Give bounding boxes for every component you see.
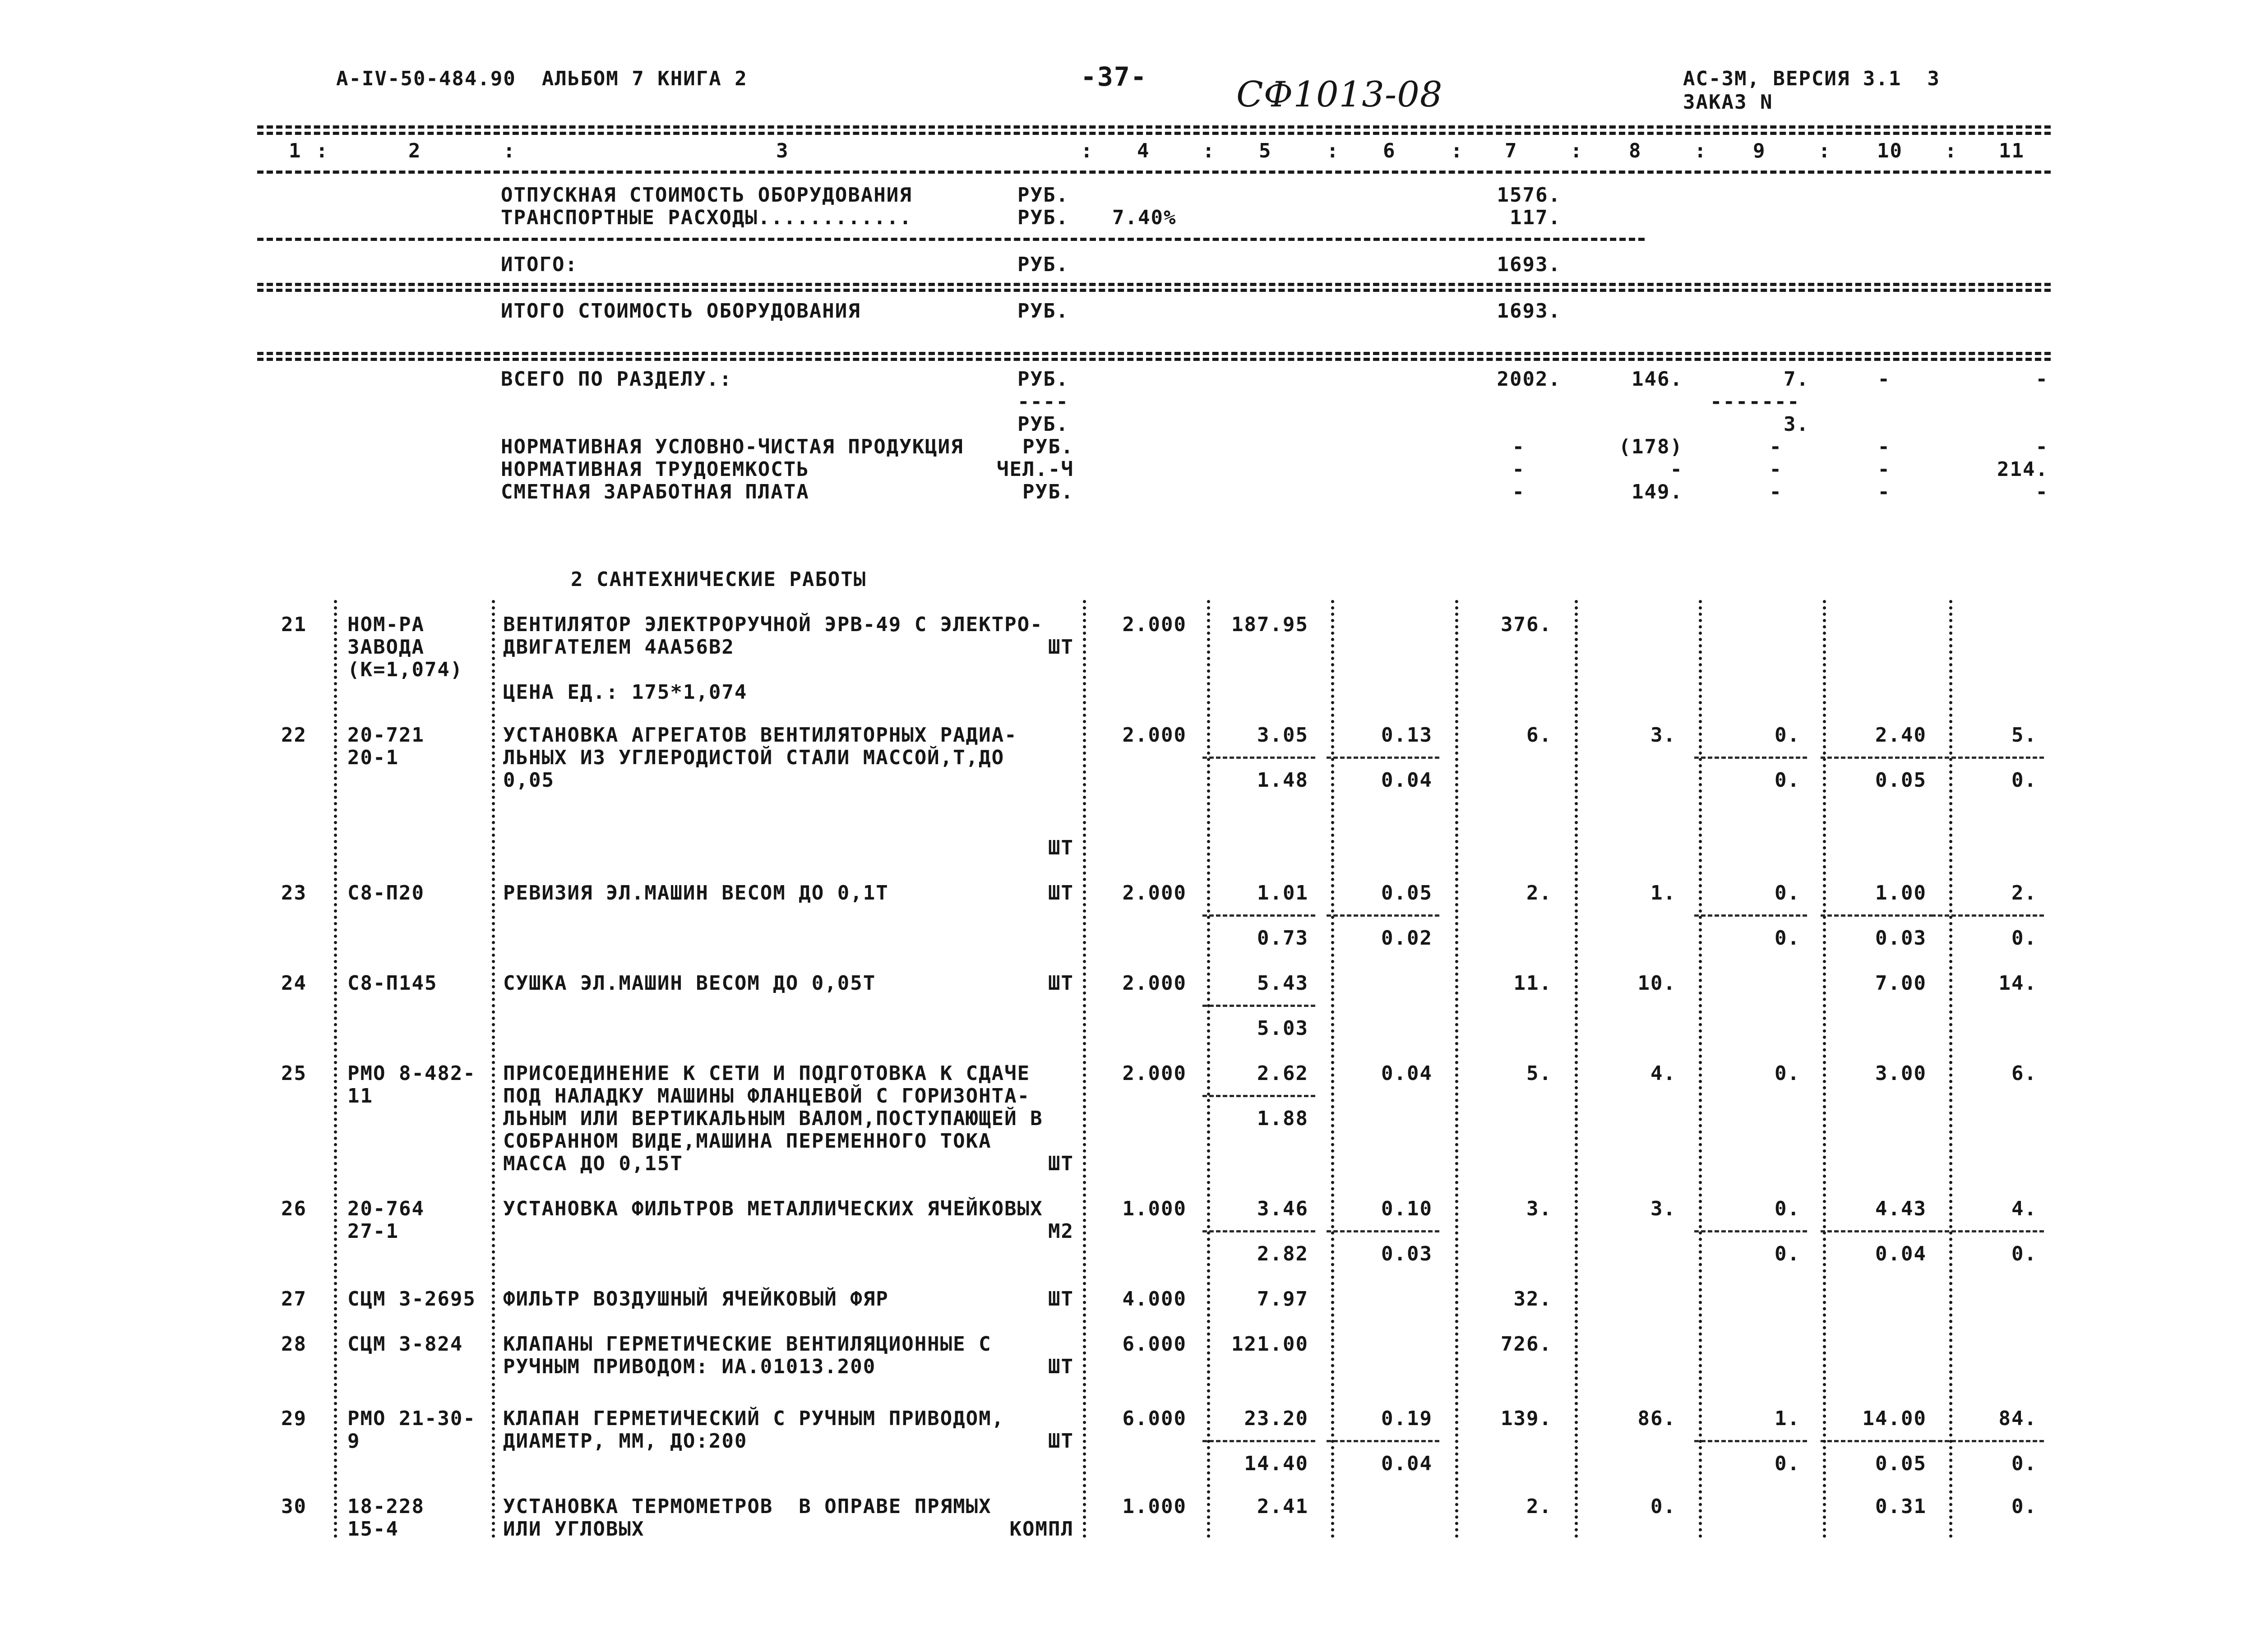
row-description: СУШКА ЭЛ.МАШИН ВЕСОМ ДО 0,05Т — [503, 972, 876, 995]
transport-unit: РУБ. — [1017, 206, 1069, 229]
row-col-8: 3. — [1650, 724, 1676, 747]
row-unit: ШТ — [1048, 1355, 1074, 1378]
column-header-5: 5 — [1259, 139, 1272, 162]
row-col-5: 23.20 — [1244, 1407, 1308, 1430]
row-sub-col-6: 0.04 — [1381, 769, 1433, 792]
equipment-rule-3 — [257, 289, 2051, 292]
row-col-5: 121.00 — [1231, 1333, 1308, 1356]
row-sub-rule — [1202, 1095, 1315, 1097]
version-label: АС-3М, ВЕРСИЯ 3.1 3 — [1683, 67, 1940, 90]
totals-row-c8: (178) — [1618, 435, 1683, 458]
totals-row-c11: - — [2035, 435, 2048, 458]
row-number: 26 — [281, 1197, 307, 1220]
row-description: МАССА ДО 0,15Т — [503, 1152, 683, 1175]
row-col-7: 11. — [1513, 972, 1552, 995]
row-col-8: 1. — [1650, 881, 1676, 904]
row-col-11: 0. — [2011, 1495, 2037, 1518]
total-section-c10: - — [1877, 368, 1891, 391]
row-number: 30 — [281, 1495, 307, 1518]
row-col-7: 376. — [1501, 613, 1552, 636]
row-number: 23 — [281, 881, 307, 904]
row-code: НОМ-РА — [347, 613, 425, 636]
total-section-c7: 2002. — [1497, 368, 1561, 391]
handwritten-stamp: СФ1013-08 — [1236, 74, 1443, 115]
row-col-6: 0.05 — [1381, 881, 1433, 904]
itogo-value: 1693. — [1497, 253, 1561, 276]
row-description: ЛЬНЫХ ИЗ УГЛЕРОДИСТОЙ СТАЛИ МАССОЙ,Т,ДО — [503, 746, 1005, 769]
header-colon: : — [1694, 139, 1707, 162]
column-separator — [1083, 600, 1086, 1538]
row-sub-col-10: 0.05 — [1875, 1452, 1927, 1475]
column-header-8: 8 — [1629, 139, 1642, 162]
row-unit: М2 — [1048, 1220, 1074, 1243]
row-sub-col-10: 0.03 — [1875, 927, 1927, 950]
row-sub-col-11: 0. — [2011, 1452, 2037, 1475]
row-number: 29 — [281, 1407, 307, 1430]
row-col-9: 0. — [1775, 881, 1800, 904]
row-code: СЦМ 3-2695 — [347, 1287, 476, 1311]
row-col-9: 0. — [1775, 1062, 1800, 1085]
row-description: РЕВИЗИЯ ЭЛ.МАШИН ВЕСОМ ДО 0,1Т — [503, 881, 889, 904]
totals-row-c8: - — [1670, 458, 1683, 481]
row-description: ВЕНТИЛЯТОР ЭЛЕКТРОРУЧНОЙ ЭРВ-49 С ЭЛЕКТРО- — [503, 613, 1043, 636]
row-col-9: 0. — [1775, 724, 1800, 747]
itogo-equipment-value: 1693. — [1497, 300, 1561, 323]
row-col-5: 3.46 — [1257, 1197, 1308, 1220]
totals-row-c10: - — [1877, 458, 1891, 481]
header-rule-top-2 — [257, 132, 2051, 135]
equipment-rule-1 — [257, 238, 1645, 241]
row-code: 11 — [347, 1084, 373, 1107]
row-sub-col-5: 5.03 — [1257, 1017, 1308, 1040]
c9-sub: 3. — [1784, 413, 1809, 436]
totals-row-c7: - — [1512, 435, 1525, 458]
row-sub-col-9: 0. — [1775, 769, 1800, 792]
column-separator — [1823, 600, 1826, 1538]
totals-row-label: НОРМАТИВНАЯ УСЛОВНО-ЧИСТАЯ ПРОДУКЦИЯ — [501, 435, 964, 458]
header-colon: : — [316, 139, 329, 162]
row-col-4: 2.000 — [1122, 881, 1187, 904]
unit-rub-2: РУБ. — [1017, 413, 1069, 436]
itogo-equipment-unit: РУБ. — [1017, 300, 1069, 323]
row-code: 9 — [347, 1430, 361, 1453]
column-header-9: 9 — [1753, 139, 1766, 162]
row-unit: ШТ — [1048, 1430, 1074, 1453]
row-col-11: 84. — [1998, 1407, 2037, 1430]
row-sub-col-9: 0. — [1775, 1452, 1800, 1475]
column-header-2: 2 — [408, 139, 421, 162]
row-code: С8-П145 — [347, 972, 438, 995]
transport-label: ТРАНСПОРТНЫЕ РАСХОДЫ............ — [501, 206, 912, 229]
unit-dash: ---- — [1017, 390, 1069, 413]
row-code: 18-228 — [347, 1495, 425, 1518]
row-sub-rule — [1821, 914, 1933, 917]
row-unit: ШТ — [1048, 1287, 1074, 1311]
row-description: КЛАПАН ГЕРМЕТИЧЕСКИЙ С РУЧНЫМ ПРИВОДОМ, — [503, 1407, 1005, 1430]
row-sub-col-11: 0. — [2011, 769, 2037, 792]
column-separator — [1455, 600, 1458, 1538]
totals-row-label: СМЕТНАЯ ЗАРАБОТНАЯ ПЛАТА — [501, 480, 809, 503]
column-separator — [1331, 600, 1334, 1538]
row-col-11: 2. — [2011, 881, 2037, 904]
column-header-4: 4 — [1137, 139, 1150, 162]
row-col-5: 2.41 — [1257, 1495, 1308, 1518]
row-code: 20-1 — [347, 746, 399, 769]
column-header-6: 6 — [1383, 139, 1396, 162]
totals-rule-top — [257, 352, 2051, 355]
row-sub-rule — [1821, 1440, 1933, 1442]
total-section-c8: 146. — [1632, 368, 1683, 391]
row-sub-col-11: 0. — [2011, 1242, 2037, 1265]
row-col-10: 1.00 — [1875, 881, 1927, 904]
row-code: ЗАВОДА — [347, 636, 425, 659]
row-col-6: 0.04 — [1381, 1062, 1433, 1085]
row-description: КЛАПАНЫ ГЕРМЕТИЧЕСКИЕ ВЕНТИЛЯЦИОННЫЕ С — [503, 1333, 992, 1356]
row-col-5: 2.62 — [1257, 1062, 1308, 1085]
row-col-8: 4. — [1650, 1062, 1676, 1085]
row-code: 27-1 — [347, 1220, 399, 1243]
row-description: ЦЕНА ЕД.: 175*1,074 — [503, 681, 748, 704]
row-sub-rule — [1202, 757, 1315, 759]
row-col-10: 0.31 — [1875, 1495, 1927, 1518]
itogo-unit: РУБ. — [1017, 253, 1069, 276]
totals-row-c11: - — [2035, 480, 2048, 503]
row-code: РМО 8-482- — [347, 1062, 476, 1085]
row-number: 22 — [281, 724, 307, 747]
row-description: 0,05 — [503, 769, 555, 792]
row-sub-rule — [1202, 1230, 1315, 1232]
row-sub-rule — [1202, 1005, 1315, 1007]
c9-dash: ------- — [1710, 390, 1800, 413]
column-separator — [334, 600, 337, 1538]
column-separator — [1699, 600, 1702, 1538]
header-rule-bottom — [257, 171, 2051, 174]
row-description: ЛЬНЫМ ИЛИ ВЕРТИКАЛЬНЫМ ВАЛОМ,ПОСТУПАЮЩЕЙ В — [503, 1107, 1043, 1130]
row-number: 27 — [281, 1287, 307, 1311]
row-col-7: 726. — [1501, 1333, 1552, 1356]
row-col-7: 5. — [1526, 1062, 1552, 1085]
row-sub-rule — [1327, 1230, 1439, 1232]
column-separator — [1949, 600, 1952, 1538]
row-number: 28 — [281, 1333, 307, 1356]
row-col-9: 1. — [1775, 1407, 1800, 1430]
row-description: СОБРАННОМ ВИДЕ,МАШИНА ПЕРЕМЕННОГО ТОКА — [503, 1130, 992, 1153]
row-code: (К=1,074) — [347, 658, 463, 681]
row-code: 15-4 — [347, 1518, 399, 1541]
row-sub-col-5: 2.82 — [1257, 1242, 1308, 1265]
row-unit: ШТ — [1048, 881, 1074, 904]
row-col-8: 10. — [1637, 972, 1676, 995]
row-description: ДИАМЕТР, ММ, ДО:200 — [503, 1430, 748, 1453]
row-col-11: 5. — [2011, 724, 2037, 747]
section-title: 2 САНТЕХНИЧЕСКИЕ РАБОТЫ — [571, 568, 867, 591]
totals-row-c8: 149. — [1632, 480, 1683, 503]
row-col-5: 5.43 — [1257, 972, 1308, 995]
row-code: С8-П20 — [347, 881, 425, 904]
row-col-4: 1.000 — [1122, 1197, 1187, 1220]
row-col-7: 6. — [1526, 724, 1552, 747]
row-unit: ШТ — [1048, 836, 1074, 859]
row-col-4: 2.000 — [1122, 724, 1187, 747]
row-sub-col-6: 0.02 — [1381, 927, 1433, 950]
totals-row-c11: 214. — [1997, 458, 2048, 481]
header-colon: : — [1327, 139, 1340, 162]
equipment-price-label: ОТПУСКНАЯ СТОИМОСТЬ ОБОРУДОВАНИЯ — [501, 184, 912, 207]
row-description: ДВИГАТЕЛЕМ 4АА56В2 — [503, 636, 735, 659]
order-label: ЗАКАЗ N — [1683, 91, 1773, 114]
column-header-10: 10 — [1877, 139, 1903, 162]
totals-row-unit: ЧЕЛ.-Ч — [997, 458, 1074, 481]
row-sub-rule — [1694, 1440, 1807, 1442]
transport-value: 117. — [1510, 206, 1561, 229]
row-code: 20-721 — [347, 724, 425, 747]
header-colon: : — [1945, 139, 1958, 162]
row-description: ФИЛЬТР ВОЗДУШНЫЙ ЯЧЕЙКОВЫЙ ФЯР — [503, 1287, 889, 1311]
column-header-11: 11 — [1999, 139, 2025, 162]
row-sub-rule — [1931, 1230, 2044, 1232]
row-col-11: 14. — [1998, 972, 2037, 995]
row-col-5: 1.01 — [1257, 881, 1308, 904]
row-col-10: 3.00 — [1875, 1062, 1927, 1085]
column-separator — [1207, 600, 1210, 1538]
equipment-rule-2 — [257, 283, 2051, 286]
total-section-c9: 7. — [1784, 368, 1809, 391]
row-unit: ШТ — [1048, 1152, 1074, 1175]
row-description: УСТАНОВКА ТЕРМОМЕТРОВ В ОПРАВЕ ПРЯМЫХ — [503, 1495, 992, 1518]
row-col-9: 0. — [1775, 1197, 1800, 1220]
equipment-price-unit: РУБ. — [1017, 184, 1069, 207]
header-colon: : — [1818, 139, 1831, 162]
itogo-label: ИТОГО: — [501, 253, 578, 276]
totals-row-c10: - — [1877, 480, 1891, 503]
row-col-10: 7.00 — [1875, 972, 1927, 995]
row-col-4: 6.000 — [1122, 1407, 1187, 1430]
row-col-4: 6.000 — [1122, 1333, 1187, 1356]
row-number: 21 — [281, 613, 307, 636]
row-sub-rule — [1694, 757, 1807, 759]
totals-row-c9: - — [1769, 480, 1782, 503]
equipment-price-value: 1576. — [1497, 184, 1561, 207]
itogo-equipment-label: ИТОГО СТОИМОСТЬ ОБОРУДОВАНИЯ — [501, 300, 861, 323]
totals-row-c7: - — [1512, 480, 1525, 503]
column-separator — [1575, 600, 1578, 1538]
row-code: РМО 21-30- — [347, 1407, 476, 1430]
row-sub-rule — [1202, 914, 1315, 917]
row-sub-col-5: 1.48 — [1257, 769, 1308, 792]
row-sub-rule — [1931, 757, 2044, 759]
row-sub-rule — [1327, 1440, 1439, 1442]
totals-row-c7: - — [1512, 458, 1525, 481]
row-col-6: 0.10 — [1381, 1197, 1433, 1220]
row-col-8: 86. — [1637, 1407, 1676, 1430]
row-sub-rule — [1202, 1440, 1315, 1442]
row-sub-rule — [1821, 1230, 1933, 1232]
row-col-4: 1.000 — [1122, 1495, 1187, 1518]
row-sub-rule — [1931, 914, 2044, 917]
header-colon: : — [1570, 139, 1583, 162]
column-separator — [492, 600, 495, 1538]
row-sub-rule — [1327, 757, 1439, 759]
row-sub-rule — [1694, 914, 1807, 917]
row-col-7: 139. — [1501, 1407, 1552, 1430]
transport-percent: 7.40% — [1112, 206, 1177, 229]
row-unit: КОМПЛ — [1009, 1518, 1074, 1541]
row-col-10: 2.40 — [1875, 724, 1927, 747]
row-sub-rule — [1821, 757, 1933, 759]
row-sub-rule — [1931, 1440, 2044, 1442]
total-section-unit: РУБ. — [1017, 368, 1069, 391]
row-col-6: 0.19 — [1381, 1407, 1433, 1430]
row-sub-col-5: 1.88 — [1257, 1107, 1308, 1130]
header-rule-top — [257, 125, 2051, 129]
row-col-8: 0. — [1650, 1495, 1676, 1518]
column-header-7: 7 — [1505, 139, 1518, 162]
header-colon: : — [503, 139, 516, 162]
totals-row-c9: - — [1769, 435, 1782, 458]
document-code: А-IV-50-484.90 АЛЬБОМ 7 КНИГА 2 — [336, 67, 748, 90]
row-col-6: 0.13 — [1381, 724, 1433, 747]
row-description: УСТАНОВКА АГРЕГАТОВ ВЕНТИЛЯТОРНЫХ РАДИА- — [503, 724, 1017, 747]
row-sub-col-5: 14.40 — [1244, 1452, 1308, 1475]
row-col-7: 32. — [1513, 1287, 1552, 1311]
totals-rule-top-2 — [257, 358, 2051, 361]
header-colon: : — [1451, 139, 1464, 162]
row-col-11: 6. — [2011, 1062, 2037, 1085]
totals-row-unit: РУБ. — [1022, 435, 1074, 458]
totals-row-label: НОРМАТИВНАЯ ТРУДОЕМКОСТЬ — [501, 458, 809, 481]
column-header-1: 1 — [289, 139, 302, 162]
header-colon: : — [1202, 139, 1216, 162]
column-header-3: 3 — [776, 139, 789, 162]
row-number: 25 — [281, 1062, 307, 1085]
header-colon: : — [1081, 139, 1094, 162]
totals-row-c10: - — [1877, 435, 1891, 458]
row-code: 20-764 — [347, 1197, 425, 1220]
row-col-8: 3. — [1650, 1197, 1676, 1220]
totals-row-unit: РУБ. — [1022, 480, 1074, 503]
row-unit: ШТ — [1048, 636, 1074, 659]
row-sub-col-5: 0.73 — [1257, 927, 1308, 950]
row-sub-col-10: 0.05 — [1875, 769, 1927, 792]
row-col-7: 2. — [1526, 881, 1552, 904]
row-description: ПРИСОЕДИНЕНИЕ К СЕТИ И ПОДГОТОВКА К СДАЧЕ — [503, 1062, 1031, 1085]
row-number: 24 — [281, 972, 307, 995]
row-col-10: 4.43 — [1875, 1197, 1927, 1220]
row-sub-rule — [1694, 1230, 1807, 1232]
row-description: РУЧНЫМ ПРИВОДОМ: ИА.01013.200 — [503, 1355, 876, 1378]
row-description: ПОД НАЛАДКУ МАШИНЫ ФЛАНЦЕВОЙ С ГОРИЗОНТА- — [503, 1084, 1031, 1107]
row-col-7: 2. — [1526, 1495, 1552, 1518]
row-col-4: 2.000 — [1122, 972, 1187, 995]
row-col-7: 3. — [1526, 1197, 1552, 1220]
row-description: УСТАНОВКА ФИЛЬТРОВ МЕТАЛЛИЧЕСКИХ ЯЧЕЙКОВЫХ — [503, 1197, 1043, 1220]
row-col-5: 7.97 — [1257, 1287, 1308, 1311]
row-code: СЦМ 3-824 — [347, 1333, 463, 1356]
row-col-5: 187.95 — [1231, 613, 1308, 636]
page-number: -37- — [1081, 61, 1147, 92]
row-sub-col-6: 0.03 — [1381, 1242, 1433, 1265]
total-section-c11: - — [2035, 368, 2048, 391]
row-sub-col-6: 0.04 — [1381, 1452, 1433, 1475]
row-sub-col-10: 0.04 — [1875, 1242, 1927, 1265]
row-sub-col-9: 0. — [1775, 927, 1800, 950]
row-unit: ШТ — [1048, 972, 1074, 995]
totals-row-c9: - — [1769, 458, 1782, 481]
row-col-11: 4. — [2011, 1197, 2037, 1220]
row-description: ИЛИ УГЛОВЫХ — [503, 1518, 645, 1541]
row-sub-col-9: 0. — [1775, 1242, 1800, 1265]
row-col-10: 14.00 — [1862, 1407, 1927, 1430]
row-col-5: 3.05 — [1257, 724, 1308, 747]
row-col-4: 2.000 — [1122, 613, 1187, 636]
row-sub-rule — [1327, 914, 1439, 917]
row-sub-col-11: 0. — [2011, 927, 2037, 950]
row-col-4: 2.000 — [1122, 1062, 1187, 1085]
row-col-4: 4.000 — [1122, 1287, 1187, 1311]
total-section-label: ВСЕГО ПО РАЗДЕЛУ.: — [501, 368, 732, 391]
